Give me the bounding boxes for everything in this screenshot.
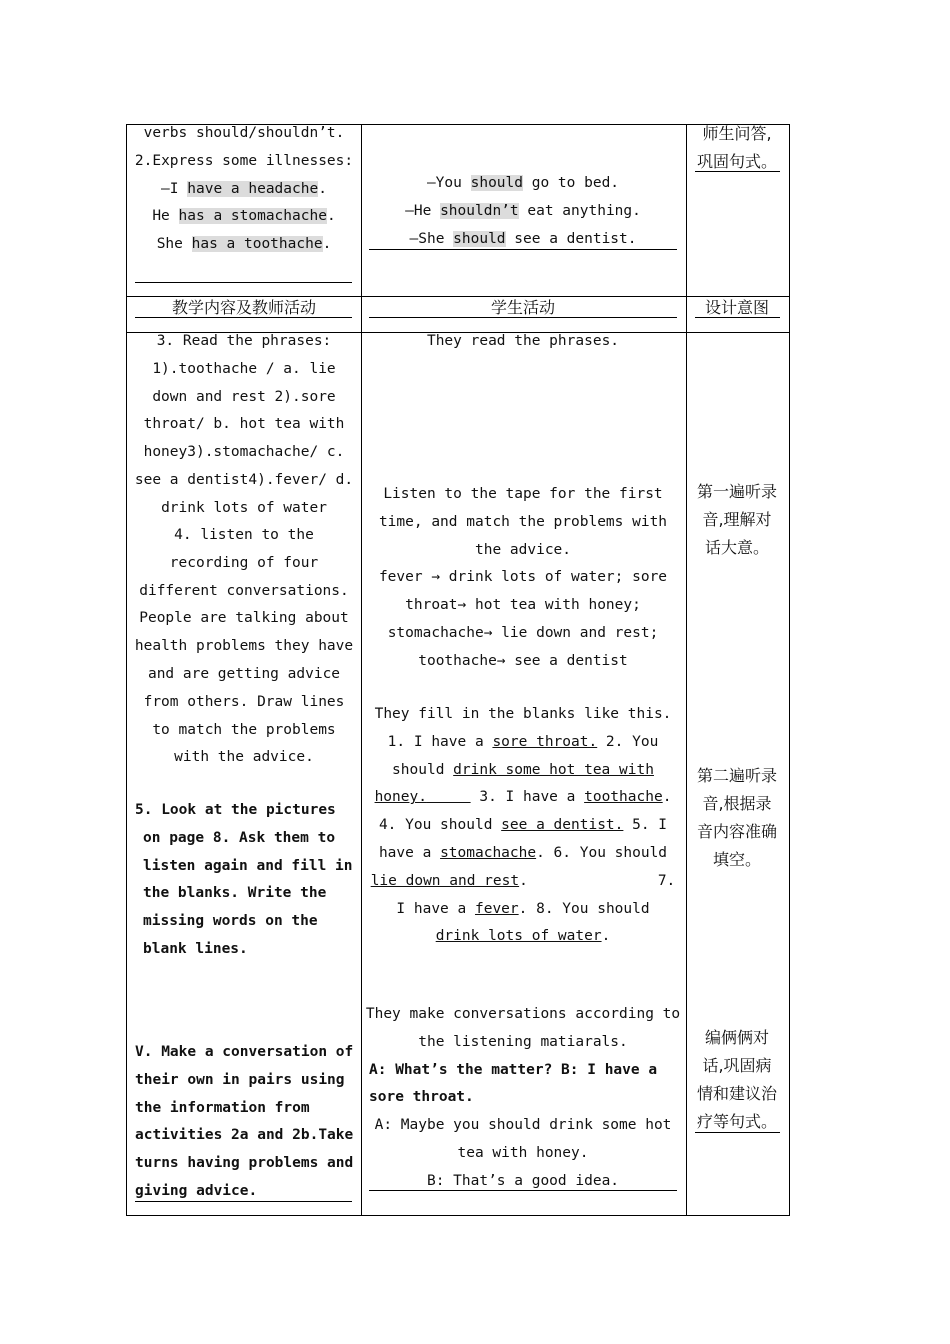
text-line: 填空。 [712, 850, 761, 869]
teacher-step5-fill-blanks [135, 797, 359, 964]
text-line: their own in pairs using [135, 1071, 345, 1088]
cell-underline [135, 317, 352, 318]
text-line: 音,理解对 [702, 510, 772, 529]
text-line: 1).toothache / a. lie [152, 360, 336, 377]
student-fill-blanks [362, 701, 684, 951]
teacher-step3-read-phrases [128, 328, 360, 523]
text-line: 3. Read the phrases: [156, 333, 332, 349]
text-line: honey. 3. I have a toothache. [374, 789, 672, 806]
text-line: 5. Look at the pictures [135, 802, 336, 818]
text-line: time, and match the problems with [378, 513, 668, 530]
text-line: toothache→ see a dentist [418, 652, 628, 669]
text-line: They fill in the blanks like this. [374, 706, 672, 722]
text-line: recording of four [169, 554, 319, 571]
text-line: down and rest 2).sore [152, 388, 336, 405]
text-line: He has a stomachache. [152, 208, 336, 225]
text-line: —She should see a dentist. [409, 230, 637, 247]
text-line: 巩固句式。 [696, 152, 777, 171]
text-line: and are getting advice [147, 665, 341, 682]
text-line: People are talking about [139, 610, 349, 627]
cell-underline [695, 317, 780, 318]
text-line: 情和建议治 [696, 1084, 777, 1103]
text-line: 第一遍听录 [696, 482, 777, 501]
text-line: 第二遍听录 [696, 766, 777, 785]
header-design-intent: 设计意图 [704, 298, 769, 317]
text-line: different conversations. [139, 582, 349, 599]
text-line: She has a toothache. [156, 236, 332, 253]
text-line: —He shouldn’t eat anything. [405, 202, 641, 219]
text-line: health problems they have [134, 638, 354, 655]
text-line: giving advice. [135, 1182, 258, 1199]
text-line: stomachache→ lie down and rest; [387, 624, 659, 641]
row1-intent-text [687, 120, 787, 176]
text-line: missing words on the [143, 913, 318, 930]
cell-underline [695, 171, 780, 172]
text-line: 4. You should see a dentist. 5. I [378, 817, 668, 834]
text-line: on page 8. Ask them to [143, 829, 336, 846]
text-line: —I have a headache. [161, 180, 327, 197]
text-line: sore throat. [369, 1089, 474, 1106]
cell-underline [369, 249, 677, 250]
teacher-step4-listen [128, 522, 360, 772]
text-line: A: What’s the matter? B: I have a [369, 1061, 658, 1078]
text-line: the blanks. Write the [143, 885, 327, 902]
text-line: turns having problems and [135, 1155, 354, 1172]
text-line: 话大意。 [704, 538, 769, 557]
text-line: the listening matiarals. [418, 1033, 628, 1050]
cell-underline [135, 282, 352, 283]
cell-underline [695, 1132, 780, 1133]
cell-underline [369, 317, 677, 318]
student-listen-match [362, 481, 684, 676]
text-line: 疗等句式。 [696, 1112, 777, 1131]
header-teacher-activity: 教学内容及教师活动 [171, 298, 316, 317]
text-line: They make conversations according to [365, 1006, 681, 1022]
text-line: 师生问答, [702, 124, 772, 143]
text-line: 话,巩固病 [702, 1056, 772, 1075]
row1-student-text [362, 170, 684, 253]
text-line: Listen to the tape for the first [383, 486, 663, 502]
text-line: the advice. [474, 541, 572, 558]
text-line: 1. I have a sore throat. 2. You [387, 733, 659, 750]
intent-first-listening [687, 478, 787, 562]
text-line: the information from [135, 1099, 310, 1116]
text-line: 音,根据录 [702, 794, 772, 813]
text-line: verbs should/shouldn’t. [143, 125, 345, 141]
cell-underline [369, 1190, 677, 1191]
teacher-step-v-conversation [135, 1039, 359, 1206]
student-conversation [362, 1001, 684, 1196]
student-read-phrases: They read the phrases. [426, 333, 620, 349]
text-line: listen again and fill in [143, 857, 353, 874]
text-line: honey3).stomachache/ c. [143, 444, 345, 461]
text-line: fever → drink lots of water; sore [378, 569, 668, 586]
text-line: throat/ b. hot tea with [143, 416, 345, 433]
text-line: lie down and rest. 7. [370, 872, 676, 889]
text-line: 音内容准确 [696, 822, 777, 841]
text-line: activities 2a and 2b.Take [135, 1127, 354, 1144]
text-line: 2.Express some illnesses: [134, 152, 354, 169]
text-line: with the advice. [174, 749, 314, 766]
header-student-activity: 学生活动 [490, 298, 555, 317]
text-line: B: That’s a good idea. [426, 1172, 620, 1189]
text-line: blank lines. [143, 940, 248, 957]
text-line: to match the problems [152, 721, 336, 738]
row1-teacher-text [128, 120, 360, 259]
text-line: see a dentist4).fever/ d. [134, 471, 354, 488]
intent-pair-conversation [687, 1024, 787, 1136]
text-line: from others. Draw lines [143, 693, 345, 710]
intent-second-listening [687, 762, 787, 874]
text-line: have a stomachache. 6. You should [378, 844, 668, 861]
text-line: —You should go to bed. [426, 175, 620, 191]
text-line: A: Maybe you should drink some hot [374, 1117, 672, 1134]
cell-underline [135, 1201, 352, 1202]
text-line: tea with honey. [457, 1144, 589, 1161]
text-line: throat→ hot tea with honey; [405, 597, 641, 614]
text-line: drink lots of water [161, 499, 327, 516]
text-line: I have a fever. 8. You should [396, 900, 650, 917]
text-line: V. Make a conversation of [135, 1044, 354, 1060]
text-line: should drink some hot tea with [392, 761, 654, 778]
text-line: 4. listen to the [174, 527, 314, 543]
text-line: drink lots of water. [435, 928, 611, 945]
text-line: 编俩俩对 [704, 1028, 769, 1047]
